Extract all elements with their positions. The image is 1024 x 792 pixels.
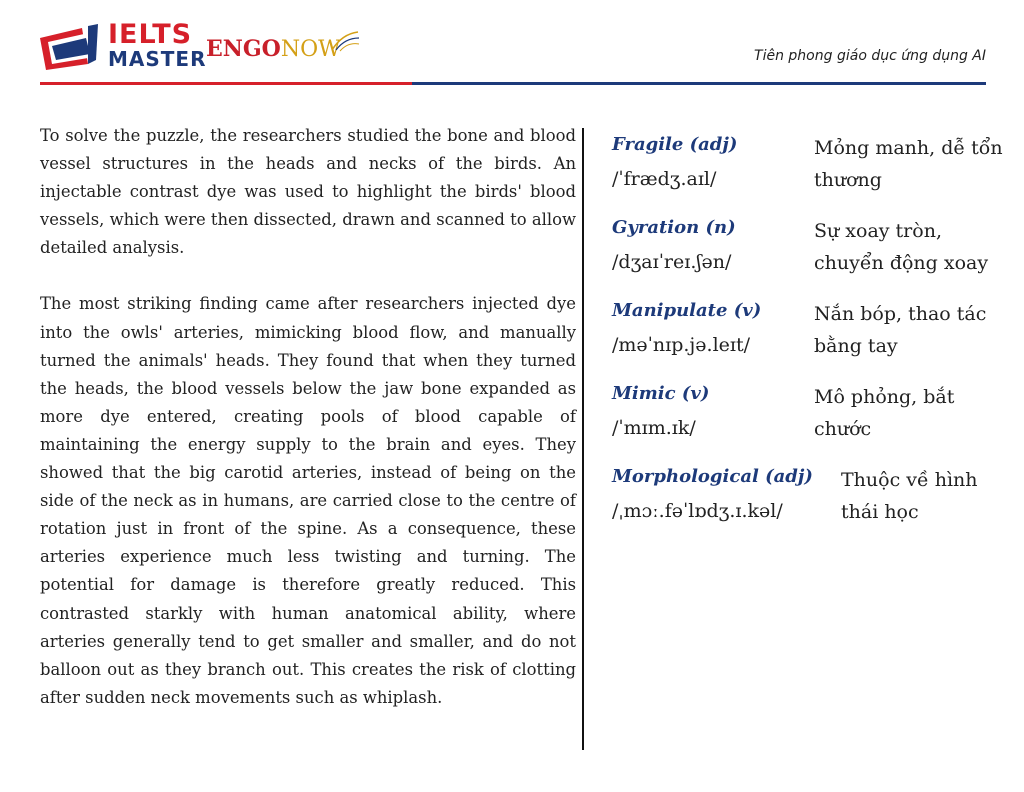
passage-paragraph: To solve the puzzle, the researchers studied the bone and blood vessel structures in the heads and necks of the birds. An injectable contrast dye was used to highlight the birds' blood vessels, which were then dissected, drawn and scanned to allow detailed analysis. (40, 126, 576, 258)
column-divider (582, 128, 584, 750)
ielts-master-logo-icon (38, 24, 100, 72)
reading-passage (40, 122, 576, 712)
header-rule-blue (412, 82, 986, 85)
vocab-word: Manipulate (v) (612, 300, 762, 321)
brand-engo: ENGO (206, 36, 281, 62)
vocab-entry (612, 213, 1012, 296)
sparkle-icon (330, 30, 360, 52)
header-rule-red (40, 82, 412, 85)
page-header (0, 0, 1024, 90)
vocab-entry (612, 296, 1012, 379)
brand-engonow (206, 36, 341, 63)
vocab-ipa: /ˈfrædʒ.aɪl/ (612, 168, 717, 190)
vocab-meaning: Thuộc về hình thái học (841, 469, 978, 523)
brand-logo (38, 19, 368, 78)
vocab-meaning: Mỏng manh, dễ tổn thương (814, 137, 1003, 191)
vocab-meaning: Mô phỏng, bắt chước (814, 386, 955, 440)
vocab-word: Mimic (v) (612, 383, 710, 404)
vocab-word: Fragile (adj) (612, 134, 738, 155)
vocab-ipa: /dʒaɪˈreɪ.ʃən/ (612, 251, 732, 273)
vocab-ipa: /ˌmɔː.fəˈlɒdʒ.ɪ.kəl/ (612, 500, 783, 522)
vocab-entry (612, 379, 1012, 462)
tagline: Tiên phong giáo dục ứng dụng AI (754, 48, 986, 64)
vocab-meaning: Sự xoay tròn, chuyển động xoay (814, 220, 989, 274)
vocab-ipa: /ˈmɪm.ɪk/ (612, 417, 696, 439)
vocab-entry (612, 462, 1012, 545)
passage-paragraph: The most striking finding came after researchers injected dye into the owls' arteries, mimicking blood flow, and manually turned the animals' heads. They found that when they turned the heads, the blood vessels below the jaw bone expanded as more dye entered, creating pools of blood capable of maintaining the energy supply to the brain and eyes. They showed that the big carotid arteries, instead of being on the side of the neck as in humans, are carried close to the centre of rotation just in front of the spine. As a consequence, these arteries experience much less twisting and turning. The potential for damage is therefore greatly reduced. This contrasted starkly with human anatomical ability, where arteries generally tend to get smaller and smaller, and do not balloon out as they branch out. This creates the risk of clotting after sudden neck movements such as whiplash. (40, 294, 576, 707)
brand-now: NOW (280, 37, 341, 62)
brand-master: MASTER (108, 47, 207, 71)
vocab-ipa: /məˈnɪp.jə.leɪt/ (612, 334, 751, 356)
vocab-word: Morphological (adj) (612, 466, 813, 487)
brand-ielts: IELTS (108, 19, 193, 50)
vocab-meaning: Nắn bóp, thao tác bằng tay (814, 303, 987, 357)
vocab-word: Gyration (n) (612, 217, 736, 238)
vocabulary-list (612, 130, 1012, 545)
vocab-entry (612, 130, 1012, 213)
